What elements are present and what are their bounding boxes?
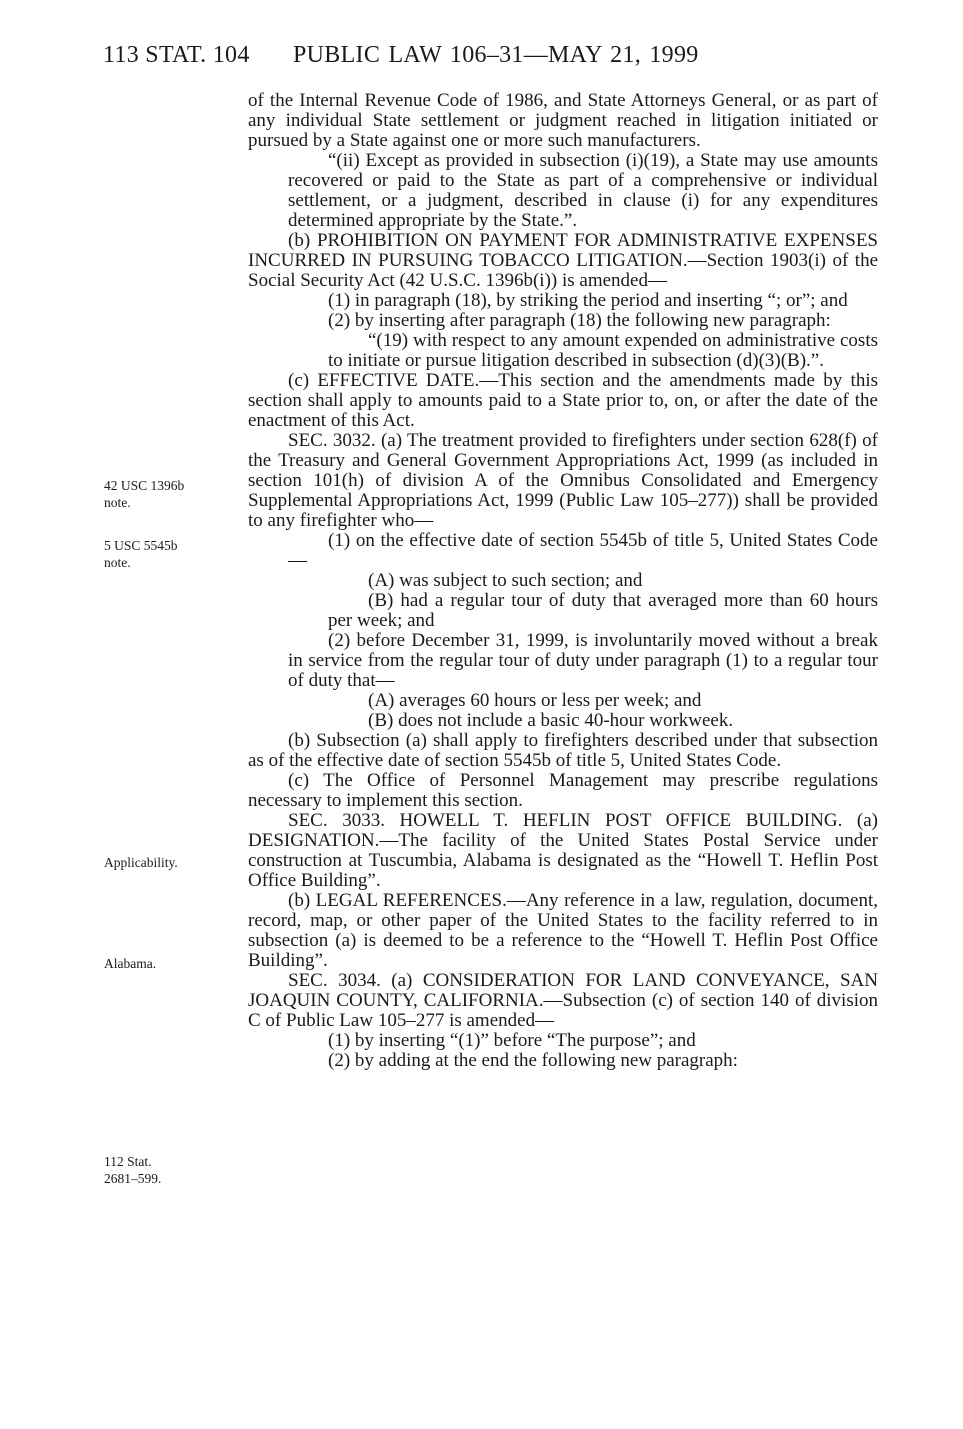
- paragraph: (2) by adding at the end the following new paragraph:: [328, 1050, 738, 1071]
- margin-note: 112 Stat. 2681–599.: [104, 1154, 162, 1186]
- statute-page-number: 113 STAT. 104: [103, 42, 250, 68]
- document-body: [248, 91, 878, 1071]
- paragraph: (c) The Office of Personnel Management may prescribe regulations necessary to implement this section.: [248, 770, 878, 811]
- paragraph: SEC. 3034. (a) CONSIDERATION FOR LAND CONVEYANCE, SAN JOAQUIN COUNTY, CALIFORNIA.—Subsection (c) of section 140 of division C of Public Law 105–277 is amended—: [248, 970, 878, 1031]
- paragraph: (1) in paragraph (18), by striking the period and inserting “; or”; and: [328, 290, 848, 311]
- paragraph: (2) before December 31, 1999, is involuntarily moved without a break in service from the regular tour of duty under paragraph (1) to a regular tour of duty that—: [288, 630, 878, 691]
- paragraph: (c) EFFECTIVE DATE.—This section and the amendments made by this section shall apply to amounts paid to a State prior to, on, or after the date of the enactment of this Act.: [248, 370, 878, 431]
- paragraph: (2) by inserting after paragraph (18) the following new paragraph:: [328, 310, 831, 331]
- paragraph: “(19) with respect to any amount expended on administrative costs to initiate or pursue litigation described in subsection (d)(3)(B).”.: [328, 330, 878, 371]
- paragraph: (1) on the effective date of section 5545b of title 5, United States Code—: [288, 530, 878, 571]
- paragraph: (B) had a regular tour of duty that averaged more than 60 hours per week; and: [328, 590, 878, 631]
- paragraph: (b) PROHIBITION ON PAYMENT FOR ADMINISTRATIVE EXPENSES INCURRED IN PURSUING TOBACCO LITIGATION.—Section 1903(i) of the Social Security Act (42 U.S.C. 1396b(i)) is amended—: [248, 230, 878, 291]
- paragraph: of the Internal Revenue Code of 1986, and State Attorneys General, or as part of any individual State settlement or judgment reached in litigation initiated or pursued by a State against one or more such manufacturers.: [248, 90, 878, 151]
- margin-note: Applicability.: [104, 855, 178, 870]
- paragraph: SEC. 3033. HOWELL T. HEFLIN POST OFFICE BUILDING. (a) DESIGNATION.—The facility of the United States Postal Service under construction at Tuscumbia, Alabama is designated as the “Howell T. Heflin Post Office Building”.: [248, 810, 878, 891]
- paragraph: (B) does not include a basic 40-hour workweek.: [368, 710, 734, 731]
- paragraph: (A) was subject to such section; and: [368, 570, 643, 591]
- public-law-title: PUBLIC LAW 106–31—MAY 21, 1999: [293, 42, 699, 68]
- paragraph: (b) LEGAL REFERENCES.—Any reference in a law, regulation, document, record, map, or other paper of the United States to the facility referred to in subsection (a) is deemed to be a reference to the “Howell T. Heflin Post Office Building”.: [248, 890, 878, 971]
- paragraph: (A) averages 60 hours or less per week; and: [368, 690, 702, 711]
- page-header: [103, 42, 873, 72]
- paragraph: (1) by inserting “(1)” before “The purpose”; and: [328, 1030, 696, 1051]
- paragraph: (b) Subsection (a) shall apply to firefighters described under that subsection as of the effective date of section 5545b of title 5, United States Code.: [248, 730, 878, 771]
- margin-note: 5 USC 5545b note.: [104, 538, 178, 570]
- margin-note: 42 USC 1396b note.: [104, 478, 185, 510]
- paragraph: SEC. 3032. (a) The treatment provided to firefighters under section 628(f) of the Treasury and General Government Appropriations Act, 1999 (as included in section 101(h) of division A of the Omnibus Consolidated and Emergency Supplemental Appropriations Act, 1999 (Public Law 105–277)) shall be provided to any firefighter who—: [248, 430, 878, 531]
- margin-note: Alabama.: [104, 956, 157, 971]
- paragraph: “(ii) Except as provided in subsection (i)(19), a State may use amounts recovered or paid to the State as part of a comprehensive or individual settlement, or a judgment, described in clause (i) for any expenditures determined appropriate by the State.”.: [288, 150, 878, 231]
